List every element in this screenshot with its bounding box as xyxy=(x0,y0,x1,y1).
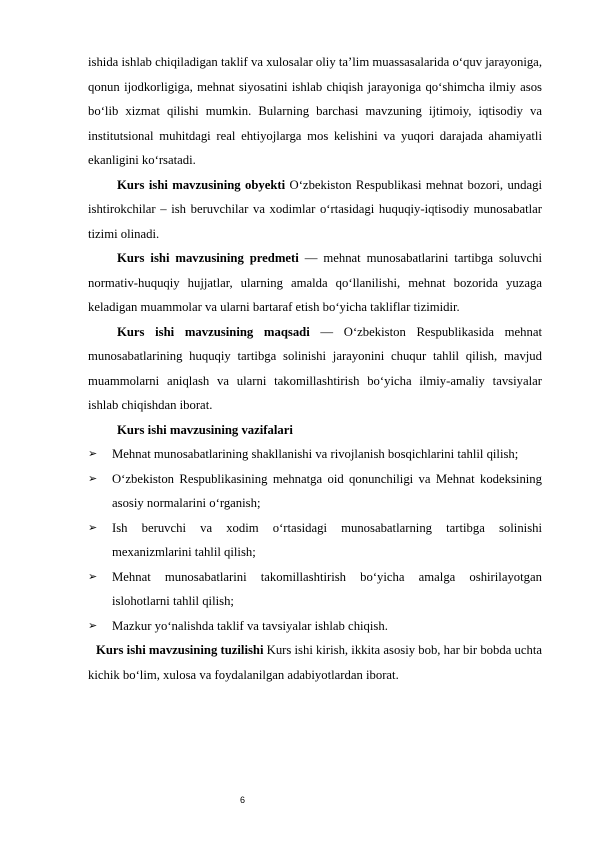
task-text: Mazkur yo‘nalishda taklif va tavsiyalar ishlab chiqish. xyxy=(112,618,388,633)
goal-paragraph xyxy=(88,320,542,418)
task-text: Mehnat munosabatlarini takomillashtirish bo‘yicha amalga oshirilayotgan islohotlarni tahlil qilish; xyxy=(112,569,542,608)
structure-text: Kurs ishi kirish, ikkita asosiy bob, har bir bobda uchta kichik bo‘lim, xulosa va foydalanilgan adabiyotlardan iborat. xyxy=(88,643,542,682)
list-item xyxy=(88,614,542,639)
arrowhead-bullet-icon: ➢ xyxy=(88,569,98,583)
tasks-heading: Kurs ishi mavzusining vazifalari xyxy=(117,422,293,437)
structure-paragraph xyxy=(88,638,542,687)
subject-paragraph xyxy=(88,246,542,320)
object-text: O‘zbekiston Respublikasi mehnat bozori, undagi ishtirokchilar – ish beruvchilar va xodimlar o‘rtasidagi huquqiy-iqtisodiy munosabatlar tizimi olinadi. xyxy=(88,177,542,241)
intro-text: ishida ishlab chiqiladigan taklif va xulosalar oliy ta’lim muassasalarida o‘quv jarayoniga, qonun ijodkorligiga, mehnat siyosatini ishlab chiqish jarayoniga qo‘shimcha ilmiy asos bo‘lib xizmat qilishi mumkin. Bularning barchasi mavzuning ijtimoiy, iqtisodiy va institutsional muhitdagi real ehtiyojlarga mos kelishini va yuqori darajada ahamiyatli ekanligini ko‘rsatadi. xyxy=(88,55,542,167)
goal-text: — O‘zbekiston Respublikasida mehnat munosabatlarining huquqiy tartibga solinishi jarayonini chuqur tahlil qilish, mavjud muammolarni aniqlash va ularni takomillashtirish bo‘yicha ilmiy-amaliy tavsiyalar ishlab chiqishdan iborat. xyxy=(88,324,542,412)
tasks-list xyxy=(88,442,542,638)
list-item xyxy=(88,467,542,516)
subject-label: Kurs ishi mavzusining predmeti xyxy=(117,251,299,265)
object-label: Kurs ishi mavzusining obyekti xyxy=(117,177,286,192)
page-number: 6 xyxy=(240,795,246,805)
intro-paragraph xyxy=(88,50,542,173)
structure-label: Kurs ishi mavzusining tuzilishi xyxy=(96,643,264,657)
task-text: Mehnat munosabatlarining shakllanishi va rivojlanish bosqichlarini tahlil qilish; xyxy=(112,447,519,461)
list-item xyxy=(88,565,542,614)
goal-label: Kurs ishi mavzusining maqsadi xyxy=(117,324,310,339)
arrowhead-bullet-icon: ➢ xyxy=(88,618,98,632)
arrowhead-bullet-icon: ➢ xyxy=(88,447,98,460)
arrowhead-bullet-icon: ➢ xyxy=(88,471,98,485)
list-item xyxy=(88,442,542,467)
task-text: O‘zbekiston Respublikasining mehnatga oid qonunchiligi va Mehnat kodeksining asosiy normalarini o‘rganish; xyxy=(112,471,542,510)
arrowhead-bullet-icon: ➢ xyxy=(88,520,98,534)
subject-text: — mehnat munosabatlarini tartibga soluvchi normativ-huquqiy hujjatlar, ularning amalda qo‘llanilishi, mehnat bozorida yuzaga keladigan muammolar va ularni bartaraf etish bo‘yicha takliflar tizimidir. xyxy=(88,251,542,314)
object-paragraph xyxy=(88,173,542,247)
document-page xyxy=(88,50,542,687)
task-text: Ish beruvchi va xodim o‘rtasidagi munosabatlarning tartibga solinishi mexanizmlarini tahlil qilish; xyxy=(112,520,542,559)
list-item xyxy=(88,516,542,565)
